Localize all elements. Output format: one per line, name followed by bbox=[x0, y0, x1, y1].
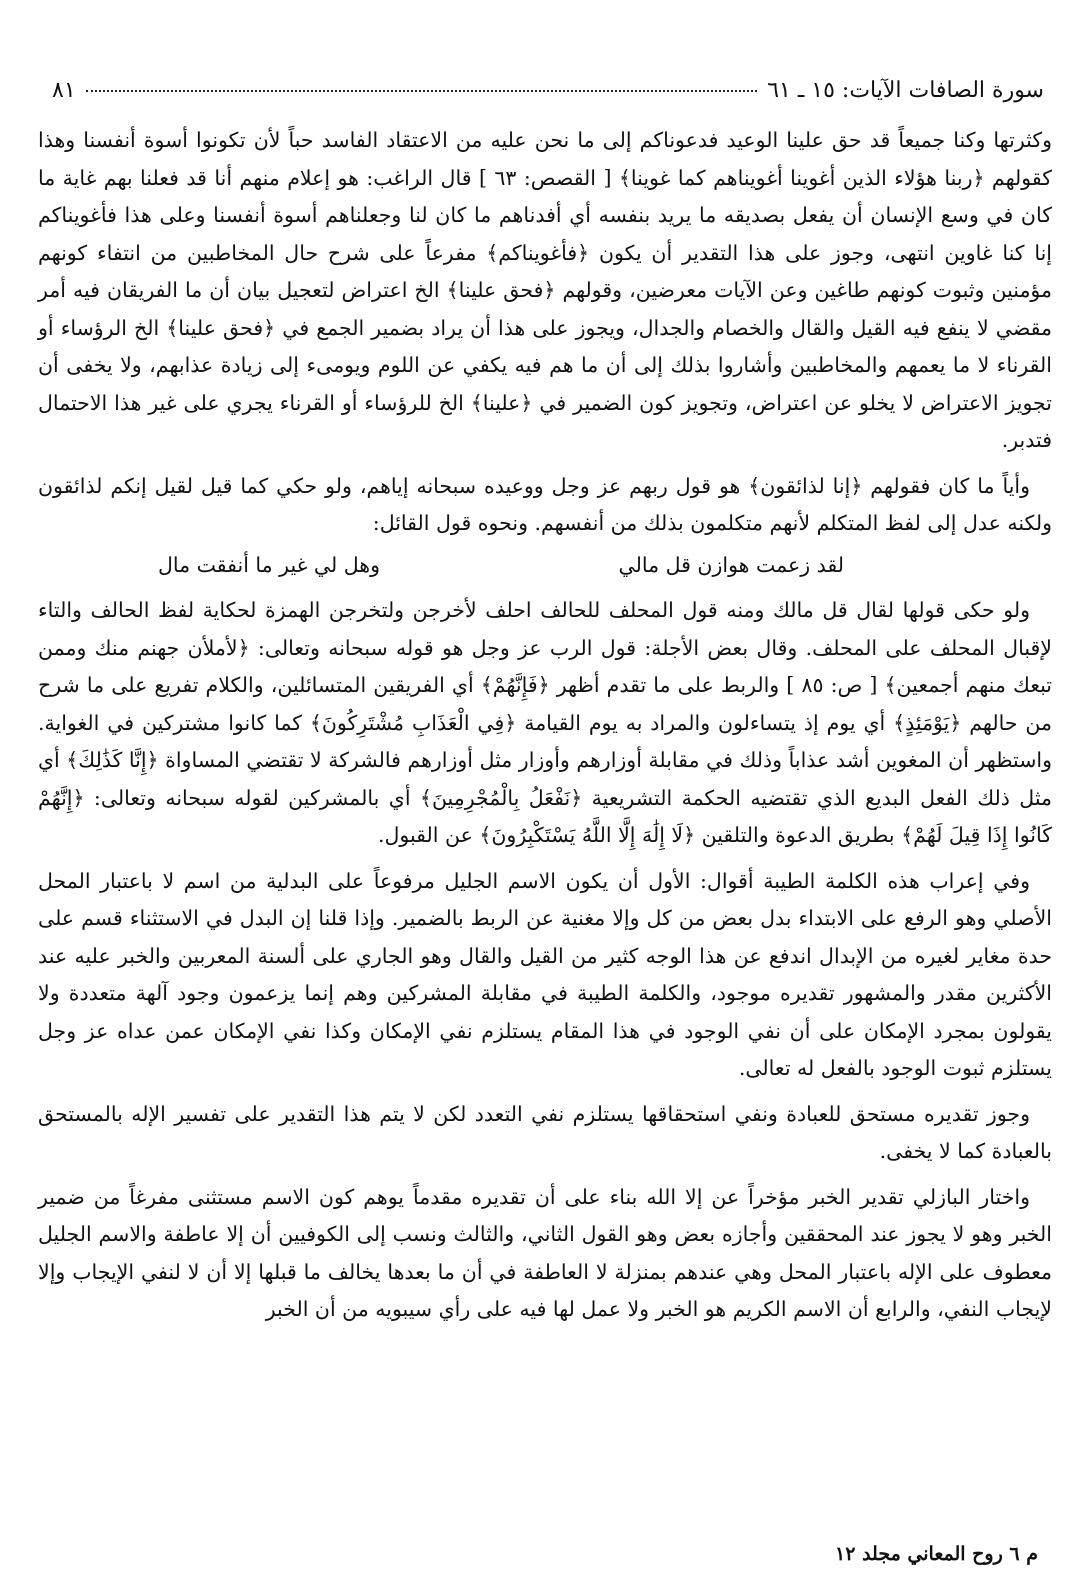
paragraph: وفي إعراب هذه الكلمة الطيبة أقوال: الأول أن يكون الاسم الجليل مرفوعاً على البدلية من اسم لا باعتبار المحل الأصلي وهو الرفع على الابتداء بدل بعض من كل وإلا مغنية عن الربط بالضمير. وإذا قلنا إن البدل في الاستثناء قسم على حدة مغاير لغيره من الإبدال اندفع عن هذا الوجه كثير من القيل والقال وهو الجاري على ألسنة المعربين والخبر عليه عند الأكثرين مقدر والمشهور تقديره موجود، والكلمة الطيبة في مقابلة المشركين وهم إنما يزعمون وجود آلهة متعددة ولا يقولون بمجرد الإمكان على أن نفي الوجود في هذا المقام يستلزم نفي الإمكان وكذا نفي الإمكان عمن عداه عز وجل يستلزم ثبوت الوجود بالفعل له تعالى. bbox=[38, 868, 1052, 1080]
paragraph: وكثرتها وكنا جميعاً قد حق علينا الوعيد فدعوناكم إلى ما نحن عليه من الاعتقاد الفاسد حباً لأن تكونوا أسوة أنفسنا وهذا كقولهم ﴿ربنا هؤلاء الذين أغوينا أغويناهم كما غوينا﴾ [ القصص: ٦٣ ] قال الراغب: هو إعلام منهم أنا قد فعلنا بهم غاية ما كان في وسع الإنسان أن يفعل بصديقه ما يريد بنفسه أي أفدناهم ما كان لنا وجعلناهم أسوة أنفسنا وعلى هذا فأغويناكم إنا كنا غاوين انتهى، وجوز على هذا التقدير أن يكون ﴿فأغويناكم﴾ مفرعاً على شرح حال المخاطبين من انتفاء كونهم مؤمنين وثبوت كونهم طاغين وعن الآيات معرضين، وقولهم ﴿فحق علينا﴾ الخ اعتراض لتعجيل بيان أن ما الفريقان فيه أمر مقضي لا ينفع فيه القيل والقال والخصام والجدال، ويجوز على هذا أن يراد بضمير الجمع في ﴿فحق علينا﴾ الخ الرؤساء أو القرناء لا ما يعمهم والمخاطبين وأشاروا بذلك إلى أن ما هم فيه يكفي عن اللوم ويومىء إلى زيادة عذابهم، ولا يخفى أن تجويز الاعتراض لا يخلو عن اعتراض، وتجويز كون الضمير في ﴿علينا﴾ الخ للرؤساء أو القرناء يجري على غير هذا الاحتمال فتدبر. bbox=[38, 128, 1052, 452]
verse-second-hemistich: وهل لي غير ما أنفقت مال bbox=[158, 552, 380, 577]
poetry-verse bbox=[38, 545, 1052, 593]
paragraph: واختار البازلي تقدير الخبر مؤخراً عن إلا الله بناء على أن تقديره مقدماً يوهم كون الاسم مستثنى مفرغاً من ضمير الخبر وهو لا يجوز عند المحققين وأجازه بعض وهو القول الثاني، والثالث ونسب إلى الكوفيين أن إلا عاطفة والاسم الجليل معطوف على الإله باعتبار المحل وهي عندهم بمنزلة لا العاطفة في أن ما بعدها يخالف ما قبلها إلا أن لا لنفي الإيجاب وإلا لإيجاب النفي، والرابع أن الاسم الكريم هو الخبر ولا عمل لها فيه على رأي سيبويه من أن الخبر bbox=[38, 1184, 1052, 1321]
footer-signature: م ٦ روح المعاني مجلد ١٢ bbox=[835, 1543, 1038, 1565]
running-header bbox=[52, 78, 1044, 114]
header-leader-dots bbox=[86, 90, 758, 92]
paragraph: وأياً ما كان فقولهم ﴿إنا لذائقون﴾ هو قول ربهم عز وجل ووعيده سبحانه إياهم، ولو حكي كما قيل لقيل إنكم لذائقون ولكنه عدل إلى لفظ المتكلم لأنهم متكلمون بذلك من أنفسهم. ونحوه قول القائل: bbox=[38, 473, 1052, 535]
body-text bbox=[38, 122, 1052, 1329]
verse-first-hemistich: لقد زعمت هوازن قل مالي bbox=[618, 552, 844, 577]
paragraph: ولو حكى قولها لقال قل مالك ومنه قول المحلف للحالف احلف لأخرجن ولتخرجن الهمزة لحكاية لفظ الحالف والتاء لإقبال المحلف على المحلف. وقال بعض الأجلة: قول الرب عز وجل هو قوله سبحانه وتعالى: ﴿لأملأن جهنم منك وممن تبعك منهم أجمعين﴾ [ ص: ٨٥ ] والربط على ما تقدم أظهر ﴿فَإِنَّهُمْ﴾ أي الفريقين المتسائلين، والكلام تفريع على ما شرح من حالهم ﴿يَوْمَئِذٍ﴾ أي يوم إذ يتساءلون والمراد به يوم القيامة ﴿فِي الْعَذَابِ مُشْتَرِكُونَ﴾ كما كانوا مشتركين في الغواية. واستظهر أن المغوين أشد عذاباً وذلك في مقابلة أوزارهم وأوزار مثل أوزارهم فالشركة لا تقتضي المساواة ﴿إِنَّا كَذَٰلِكَ﴾ أي مثل ذلك الفعل البديع الذي تقتضيه الحكمة التشريعية ﴿نَفْعَلُ بِالْمُجْرِمِينَ﴾ أي بالمشركين لقوله سبحانه وتعالى: ﴿إِنَّهُمْ كَانُوا إِذَا قِيلَ لَهُمْ﴾ بطريق الدعوة والتلقين ﴿لَا إِلَٰهَ إِلَّا اللَّهُ يَسْتَكْبِرُونَ﴾ عن القبول. bbox=[38, 598, 1052, 847]
page-number: ٨١ bbox=[52, 78, 76, 103]
running-title: سورة الصافات الآيات: ١٥ ـ ٦١ bbox=[767, 78, 1044, 103]
paragraph: وجوز تقديره مستحق للعبادة ونفي استحقاقها يستلزم نفي التعدد لكن لا يتم هذا التقدير على تفسير الإله بالمستحق بالعبادة كما لا يخفى. bbox=[38, 1101, 1052, 1163]
